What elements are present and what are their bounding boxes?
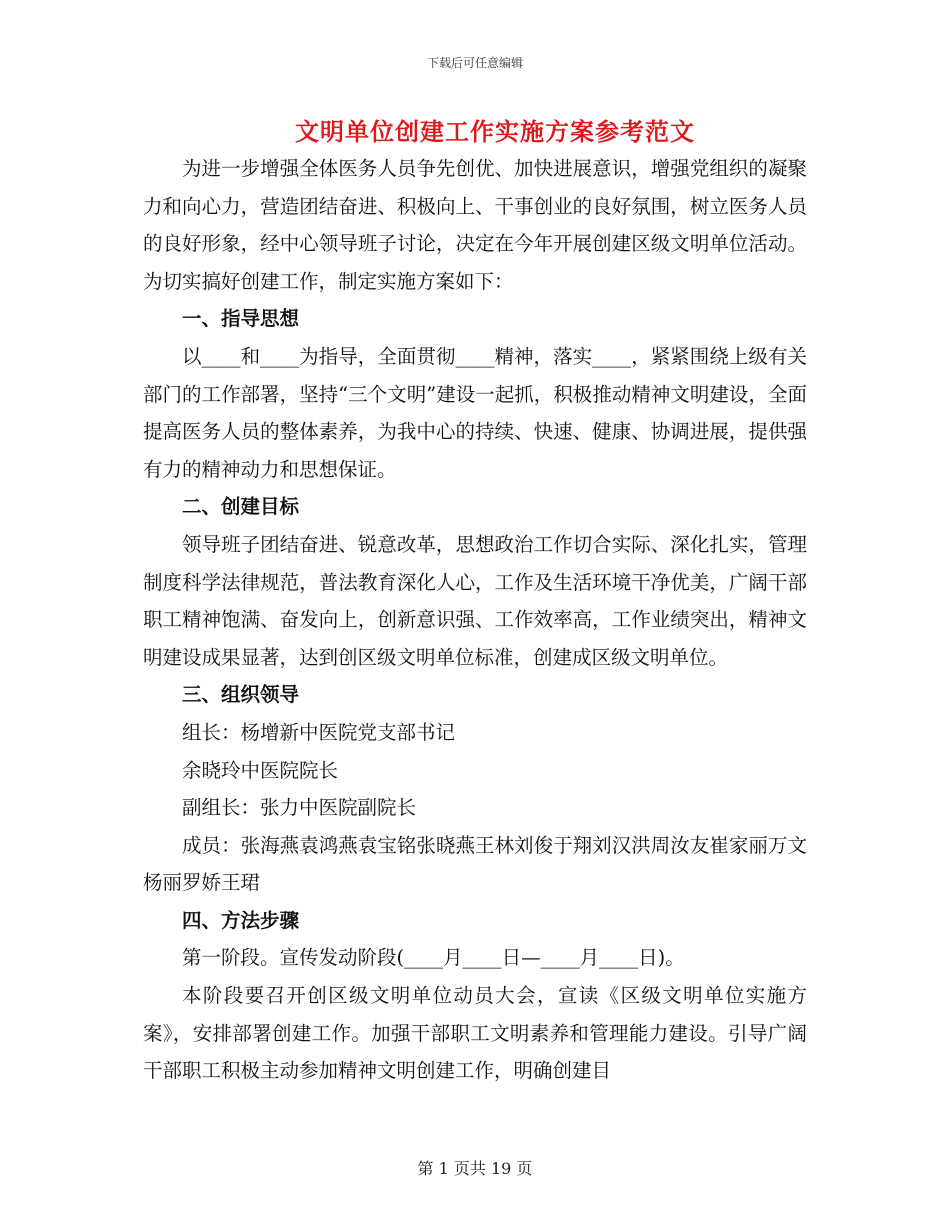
section-heading: 三、组织领导 (182, 683, 300, 707)
body-paragraph: 余晓玲中医院院长 (182, 758, 339, 782)
section-heading: 二、创建目标 (182, 495, 300, 519)
body-paragraph: 为进一步增强全体医务人员争先创优、加快进展意识，增强党组织的凝聚力和向心力，营造团结奋进、积极向上、干事创业的良好氛围，树立医务人员的良好形象，经中心领导班子讨论，决定在今年开展创建区级文明单位活动。为切实搞好创建工作，制定实施方案如下： (143, 157, 807, 293)
section-heading: 四、方法步骤 (182, 908, 300, 932)
body-paragraph: 领导班子团结奋进、锐意改革，思想政治工作切合实际、深化扎实，管理制度科学法律规范，普法教育深化人心，工作及生活环境干净优美，广阔干部职工精神饱满、奋发向上，创新意识强、工作效率高，工作业绩突出，精神文明建设成果显著，达到创区级文明单位标准，创建成区级文明单位。 (143, 532, 807, 669)
body-paragraph: 组长：杨增新中医院党支部书记 (182, 720, 456, 744)
page-number: 第 1 页共 19 页 (417, 1159, 533, 1178)
body-paragraph: 以____和____为指导，全面贯彻____精神，落实____，紧紧围绕上级有关部门的工作部署，坚持“三个文明”建设一起抓，积极推动精神文明建设，全面提高医务人员的整体素养，为我中心的持续、快速、健康、协调进展，提供强有力的精神动力和思想保证。 (143, 344, 807, 481)
document-body (143, 150, 807, 1090)
header-note: 下载后可任意编辑 (426, 56, 523, 70)
document-title: 文明单位创建工作实施方案参考范文 (295, 117, 695, 146)
body-paragraph: 第一阶段。宣传发动阶段(____月____日—____月____日)。 (182, 946, 685, 970)
section-heading: 一、指导思想 (182, 307, 300, 331)
body-paragraph: 副组长：张力中医院副院长 (182, 796, 417, 820)
body-paragraph: 成员：张海燕袁鸿燕袁宝铭张晓燕王林刘俊于翔刘汉洪周汝友崔家丽万文杨丽罗娇王珺 (143, 833, 807, 895)
body-paragraph: 本阶段要召开创区级文明单位动员大会，宣读《区级文明单位实施方案》，安排部署创建工作。加强干部职工文明素养和管理能力建设。引导广阔干部职工积极主动参加精神文明创建工作，明确创建目 (143, 984, 807, 1083)
